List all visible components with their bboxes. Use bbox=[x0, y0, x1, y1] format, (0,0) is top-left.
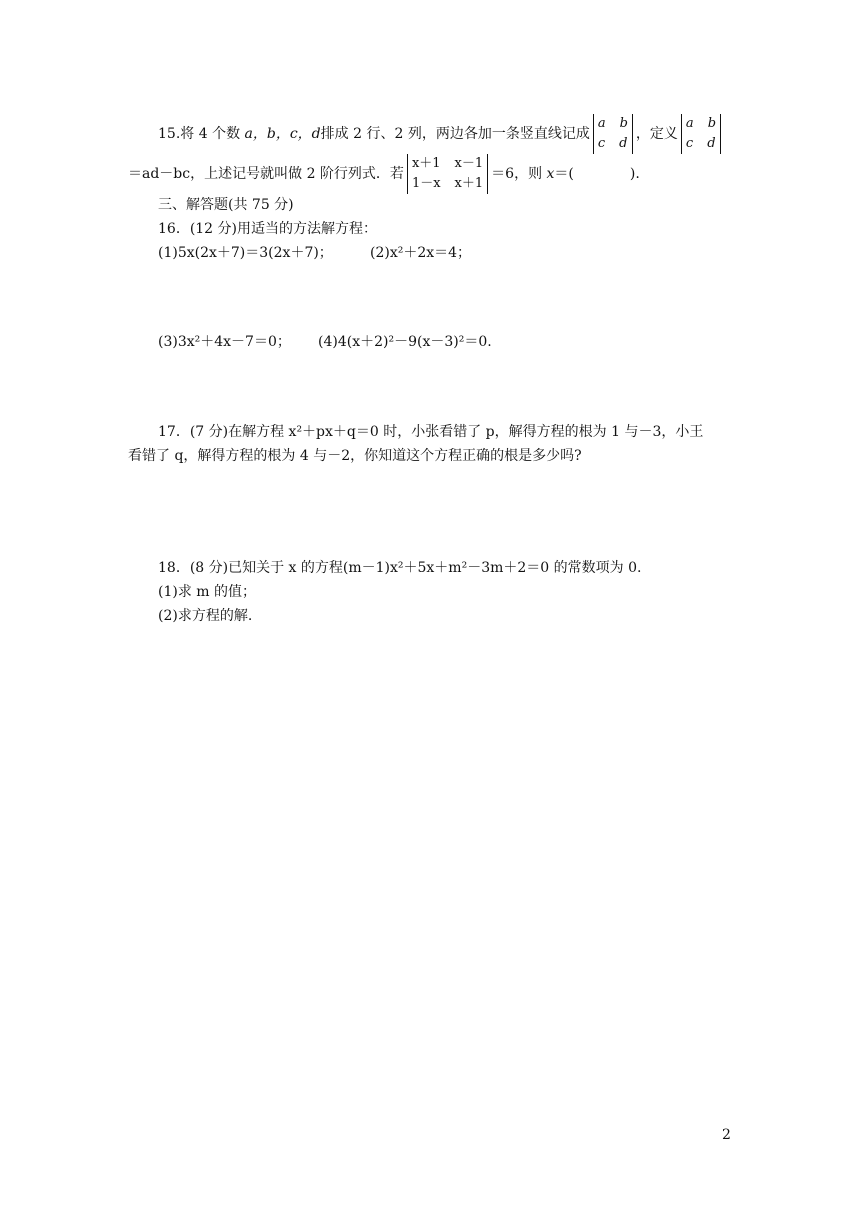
section-heading: 三、解答题(共 75 分) bbox=[158, 197, 294, 213]
matrix-12: x－1 bbox=[454, 156, 484, 171]
det-a: a bbox=[597, 116, 606, 131]
q15-vars: a，b，c，d bbox=[244, 126, 321, 142]
matrix-11: x＋1 bbox=[411, 156, 441, 171]
det-b: b bbox=[707, 116, 717, 131]
determinant-abcd-1 bbox=[593, 114, 633, 154]
q18-line-1: 18．(8 分)已知关于 x 的方程(m－1)x²＋5x＋m²－3m＋2＝0 的常数项为 0. bbox=[158, 560, 642, 576]
q15-eq-ad-bc: ＝ad－bc bbox=[128, 166, 191, 182]
q15-text-2: ，上述记号就叫做 2 阶行列式．若 bbox=[190, 166, 404, 182]
det-c: c bbox=[597, 136, 606, 151]
matrix-21: 1－x bbox=[411, 176, 441, 191]
determinant-abcd-2 bbox=[681, 114, 721, 154]
q17-line-1: 17．(7 分)在解方程 x²＋px＋q＝0 时，小张看错了 p，解得方程的根为 1 与－3，小王 bbox=[158, 424, 704, 440]
q18-part-2: (2)求方程的解. bbox=[158, 608, 253, 624]
det-d: d bbox=[619, 136, 628, 151]
q16-title: 16．(12 分)用适当的方法解方程： bbox=[158, 221, 378, 237]
q15-eq-6: ＝6，则 bbox=[491, 166, 547, 182]
q17-line-2: 看错了 q，解得方程的根为 4 与－2，你知道这个方程正确的根是多少吗? bbox=[128, 448, 582, 464]
det-c: c bbox=[685, 136, 694, 151]
q16-part-2: (2)x²＋2x＝4； bbox=[370, 245, 472, 261]
det-b: b bbox=[619, 116, 628, 131]
q16-part-1: (1)5x(2x＋7)＝3(2x＋7)； bbox=[158, 245, 333, 261]
q16-part-3: (3)3x²＋4x－7＝0； bbox=[158, 334, 291, 350]
matrix-22: x＋1 bbox=[454, 176, 484, 191]
q15-paren-open: ＝( bbox=[554, 166, 574, 182]
page-number: 2 bbox=[722, 1127, 731, 1143]
q15-paren-close: ). bbox=[629, 166, 640, 182]
q15-x: x bbox=[546, 166, 555, 182]
q15-define: ，定义 bbox=[635, 126, 678, 142]
q15-lead: 15.将 4 个数 bbox=[158, 126, 245, 142]
det-d: d bbox=[707, 136, 716, 151]
q15-text: 排成 2 行、2 列，两边各加一条竖直线记成 bbox=[320, 126, 590, 142]
q15-line-2 bbox=[128, 154, 640, 194]
det-a: a bbox=[685, 116, 694, 131]
q18-part-1: (1)求 m 的值； bbox=[158, 584, 257, 600]
q15-line-1 bbox=[158, 114, 724, 154]
determinant-matrix bbox=[407, 154, 488, 194]
q16-part-4: (4)4(x＋2)²－9(x－3)²＝0. bbox=[318, 334, 492, 350]
